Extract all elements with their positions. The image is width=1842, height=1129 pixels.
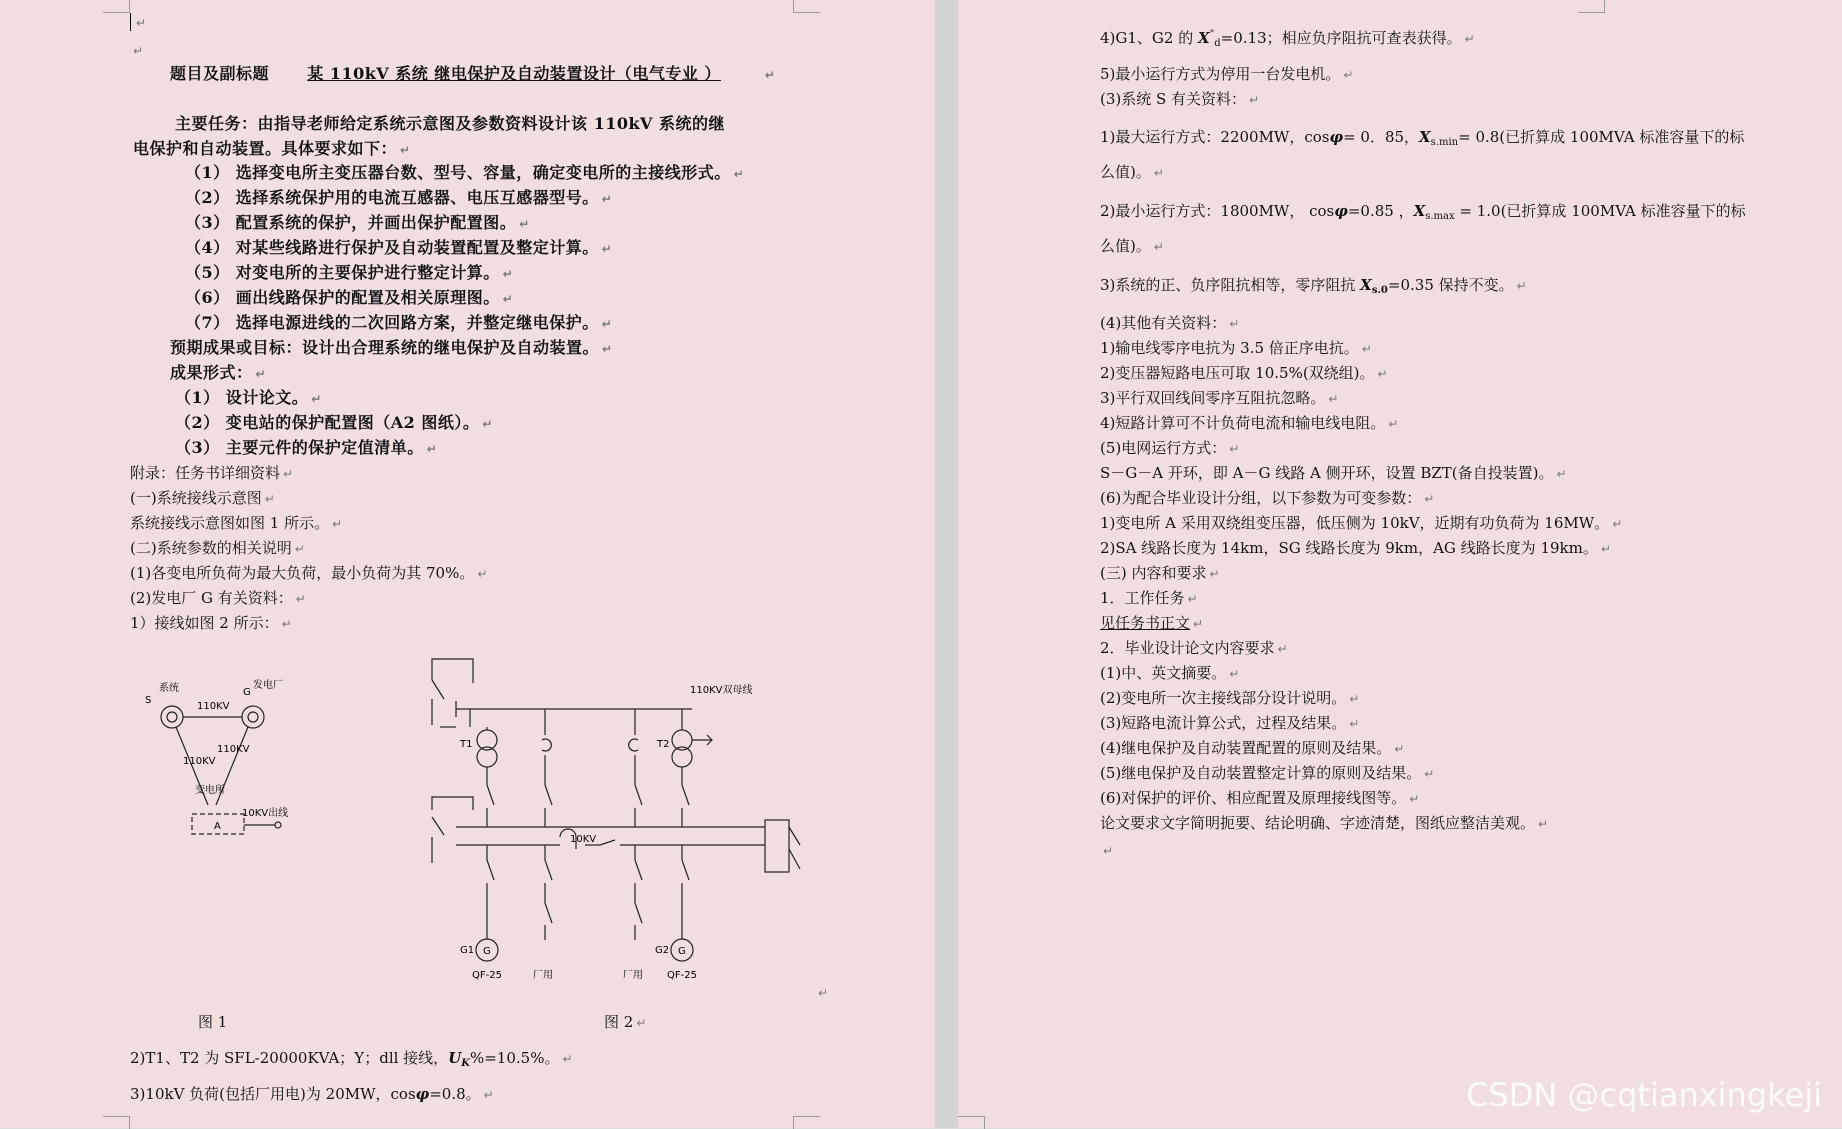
min-operation-mode: 2)最小运行方式：1800MW， cosφ=0.85 ，$X_{s.max} = 1.0$(已折算成 100MVA 标准容量下的标 [1100, 202, 1746, 222]
form-item: （3） 主要元件的保护定值清单。 ↵ [175, 438, 438, 457]
requirement-item: （7） 选择电源进线的二次回路方案，并整定继电保护。 ↵ [185, 313, 613, 332]
body-line: (4)其他有关资料： ↵ [1100, 314, 1240, 332]
fig2-g2-label: G2 [655, 945, 670, 956]
margin-corner [1578, 0, 1605, 13]
body-line: 2)变压器短路电压可取 10.5%(双绕组)。 ↵ [1100, 364, 1388, 382]
form-item: （1） 设计论文。 ↵ [175, 388, 322, 407]
fig2-aux-left: 厂用 [533, 970, 553, 981]
fig1-line-right: 110KV [217, 744, 250, 755]
fig1-substation: 变电所 [195, 785, 225, 796]
max-operation-mode: 1)最大运行方式：2200MW，cosφ= 0．85，$X_{s.min}= 0.8$(已折算成 100MVA 标准容量下的标 [1100, 128, 1745, 148]
max-operation-mode-cont: 么值)。 ↵ [1100, 163, 1164, 181]
fig1-node-a: A [214, 821, 221, 832]
empty-paragraph: ↵ [133, 44, 144, 58]
requirement-item: （1） 选择变电所主变压器台数、型号、容量，确定变电所的主接线形式。 ↵ [185, 163, 745, 182]
body-line: 5)最小运行方式为停用一台发电机。 ↵ [1100, 65, 1354, 83]
figure-1-diagram [140, 665, 310, 850]
watermark: CSDN @cqtianxingkeji [1466, 1076, 1822, 1114]
body-line: 1)变电所 A 采用双绕组变压器，低压侧为 10kV，近期有功负荷为 16MW。 ↵ [1100, 514, 1623, 532]
fig2-t2-label: T2 [657, 739, 670, 750]
fig2-g2-symbol: G [678, 946, 686, 957]
fig1-s-label: S [145, 695, 152, 706]
section-heading: (三) 内容和要求 ↵ [1100, 564, 1220, 582]
page-divider [935, 0, 958, 1128]
body-line: 1．工作任务 ↵ [1100, 589, 1198, 607]
body-line: 论文要求文字简明扼要、结论明确、字迹清楚，图纸应整洁美观。 ↵ [1100, 814, 1549, 832]
empty-paragraph: ↵ [1103, 844, 1114, 858]
body-line: (6)为配合毕业设计分组，以下参数为可变参数： ↵ [1100, 489, 1435, 507]
body-line: (1)各变电所负荷为最大负荷，最小负荷为其 70%。 ↵ [130, 564, 488, 582]
body-line: 系统接线示意图如图 1 所示。 ↵ [130, 514, 343, 532]
margin-corner [958, 1116, 985, 1129]
fig1-outgoing: 10KV出线 [242, 808, 289, 819]
task-line: 电保护和自动装置。具体要求如下： ↵ [133, 139, 411, 158]
fig-paragraph-mark: ↵ [818, 986, 829, 1000]
fig1-g-label: G [243, 687, 251, 698]
body-line: 4)短路计算可不计负荷电流和输电线电阻。 ↵ [1100, 414, 1399, 432]
requirement-item: （3） 配置系统的保护，并画出保护配置图。 ↵ [185, 213, 530, 232]
body-line: (2)发电厂 G 有关资料： ↵ [130, 589, 306, 607]
body-line: (5)继电保护及自动装置整定计算的原则及结果。 ↵ [1100, 764, 1435, 782]
margin-corner [103, 1116, 130, 1129]
body-line: 1）接线如图 2 所示： ↵ [130, 614, 292, 632]
title-label: 题目及副标题 [170, 64, 270, 83]
expected-outcome: 预期成果或目标：设计出合理系统的继电保护及自动装置。 ↵ [170, 338, 613, 357]
fig2-bus-10kv: 10KV [570, 834, 597, 845]
appendix-line: 附录：任务书详细资料 ↵ [130, 464, 294, 482]
body-line: (2)变电所一次主接线部分设计说明。 ↵ [1100, 689, 1360, 707]
body-line: (4)继电保护及自动装置配置的原则及结果。 ↵ [1100, 739, 1405, 757]
fig1-s-name: 系统 [159, 683, 179, 694]
zero-sequence-line: 3)系统的正、负序阻抗相等，零序阻抗 $X_{s.0}=0.35$ 保持不变。 ↵ [1100, 276, 1527, 296]
body-line: 2)SA 线路长度为 14km，SG 线路长度为 9km，AG 线路长度为 19km。 ↵ [1100, 539, 1611, 557]
figure-2-diagram [420, 655, 830, 990]
requirement-item: （2） 选择系统保护用的电流互感器、电压互感器型号。 ↵ [185, 188, 613, 207]
body-line: S－G－A 开环，即 A－G 线路 A 侧开环，设置 BZT(备自投装置)。 ↵ [1100, 464, 1567, 482]
fig2-g1-symbol: G [483, 946, 491, 957]
margin-corner [103, 0, 130, 13]
fig1-line-left: 110KV [183, 756, 216, 767]
body-line: (6)对保护的评价、相应配置及原理接线图等。 ↵ [1100, 789, 1420, 807]
body-line: (1)中、英文摘要。 ↵ [1100, 664, 1240, 682]
text-cursor[interactable]: ↵ [130, 12, 146, 33]
figure-1-caption: 图 1 [198, 1013, 228, 1031]
task-line: 主要任务：由指导老师给定系统示意图及参数资料设计该 110kV 系统的继 [175, 114, 726, 133]
body-line: 2．毕业设计论文内容要求 ↵ [1100, 639, 1288, 657]
body-line: 见任务书正文 ↵ [1100, 614, 1204, 632]
body-line: (5)电网运行方式： ↵ [1100, 439, 1240, 457]
margin-corner [793, 1116, 820, 1129]
fig2-qf-left: QF-25 [472, 970, 502, 981]
doc-title: 题目及副标题 某 110kV 系统 继电保护及自动装置设计（电气专业 ） ↵ [170, 64, 776, 83]
body-line: 3)平行双回线间零序互阻抗忽略。 ↵ [1100, 389, 1339, 407]
fig2-aux-right: 厂用 [623, 970, 643, 981]
fig1-g-name: 发电厂 [253, 680, 283, 691]
document-page-right [958, 0, 1842, 1128]
generator-reactance: 4)G1、G2 的 $X^"_d=0.13$；相应负序阻抗可查表获得。 ↵ [1100, 29, 1475, 49]
figure-2-caption: 图 2 ↵ [604, 1013, 647, 1031]
form-title: 成果形式： ↵ [170, 363, 267, 382]
fig2-t1-label: T1 [460, 739, 473, 750]
form-item: （2） 变电站的保护配置图（A2 图纸）。 ↵ [175, 413, 493, 432]
section-heading: (一)系统接线示意图 ↵ [130, 489, 275, 507]
fig2-qf-right: QF-25 [667, 970, 697, 981]
requirement-item: （6） 画出线路保护的配置及相关原理图。 ↵ [185, 288, 514, 307]
body-line: 1)输电线零序电抗为 3.5 倍正序电抗。 ↵ [1100, 339, 1372, 357]
requirement-item: （5） 对变电所的主要保护进行整定计算。 ↵ [185, 263, 514, 282]
margin-corner [793, 0, 820, 13]
fig2-bus-110kv: 110KV双母线 [690, 685, 753, 696]
fig2-g1-label: G1 [460, 945, 475, 956]
body-line: (3)系统 S 有关资料： ↵ [1100, 90, 1260, 108]
section-heading: (二)系统参数的相关说明 ↵ [130, 539, 305, 557]
body-line: (3)短路电流计算公式，过程及结果。 ↵ [1100, 714, 1360, 732]
min-operation-mode-cont: 么值)。 ↵ [1100, 237, 1164, 255]
load-spec: 3)10kV 负荷(包括厂用电)为 20MW，cosφ=0.8。 ↵ [130, 1085, 494, 1103]
requirement-item: （4） 对某些线路进行保护及自动装置配置及整定计算。 ↵ [185, 238, 613, 257]
fig1-line-top: 110KV [197, 701, 230, 712]
transformer-spec: 2)T1、T2 为 SFL-20000KVA；Y；dll 接线，$U_K\%=10.5\%$。 ↵ [130, 1049, 573, 1069]
title-text: 某 110kV 系统 继电保护及自动装置设计（电气专业 ） [307, 64, 721, 83]
